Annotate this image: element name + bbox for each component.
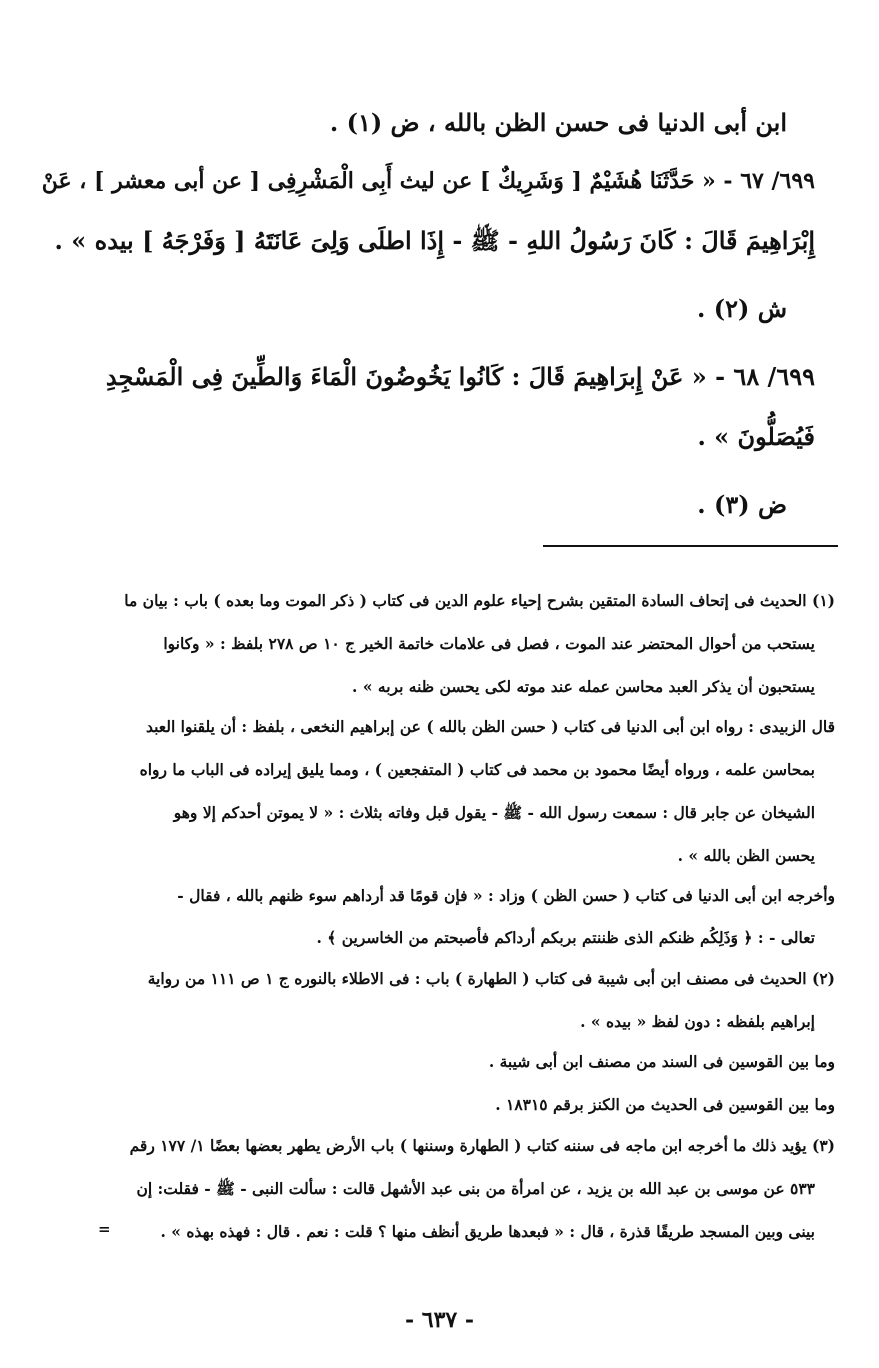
footnote-1-line-1: (١) الحديث فى إتحاف السادة المتقين بشرح إحياء علوم الدين فى كتاب ( ذكر الموت وما بعده ) باب : بيان ما xyxy=(124,591,835,610)
hadith-699-67-line-2: إِبْرَاهِيمَ قَالَ : كَانَ رَسُولُ اللهِ - ﷺ - إِذَا اطلَى وَلِىَ عَانَتَهُ [ وَفَرْجَهُ ] بيده » . xyxy=(54,226,815,255)
footnote-1-line-6: الشيخان عن جابر قال : سمعت رسول الله - ﷺ - يقول قبل وفاته بثلاث : « لا يموتن أحدكم إلا وهو xyxy=(173,803,815,822)
footnote-1-line-4: قال الزبيدى : رواه ابن أبى الدنيا فى كتاب ( حسن الظن بالله ) عن إبراهيم النخعى ، بلفظ : أن يلقنوا العبد xyxy=(145,717,835,736)
footnote-2-line-3: وما بين القوسين فى السند من مصنف ابن أبى شيبة . xyxy=(488,1052,835,1071)
source-ref-dad: ض (٣) . xyxy=(697,490,787,519)
footnote-1-line-2: يستحب من أحوال المحتضر عند الموت ، فصل فى علامات خاتمة الخير ج ١٠ ص ٢٧٨ بلفظ : « وكانوا xyxy=(163,634,815,653)
page-number: - ٦٣٧ - xyxy=(404,1307,475,1333)
footnote-3-line-3: بينى وبين المسجد طريقًا قذرة ، قال : « فبعدها طريق أنظف منها ؟ قلت : نعم . قال : فهذه بهذه » . xyxy=(160,1222,815,1241)
footnote-1-line-5: بمحاسن علمه ، ورواه أيضًا محمود بن محمد فى كتاب ( المتفجعين ) ، ومما يليق إيراده فى الباب ما رواه xyxy=(139,760,815,779)
footnote-2-line-1: (٢) الحديث فى مصنف ابن أبى شيبة فى كتاب ( الطهارة ) باب : فى الاطلاء بالنوره ج ١ ص ١١١ من رواية xyxy=(147,969,835,988)
source-ref-shin: ش (٢) . xyxy=(697,294,787,323)
footnote-1-line-3: يستحبون أن يذكر العبد محاسن عمله عند موته لكى يحسن ظنه بربه » . xyxy=(352,677,815,696)
footnote-1-line-7: يحسن الظن بالله » . xyxy=(677,846,815,865)
main-text-line-1: ابن أبى الدنيا فى حسن الظن بالله ، ض (١) . xyxy=(329,108,787,137)
footnote-1-line-9: تعالى - : ﴿ وَذَلِكُم ظنكم الذى ظننتم بربكم أرداكم فأصبحتم من الخاسرين ﴾ . xyxy=(316,928,815,947)
footnote-3-line-2: ٥٣٣ عن موسى بن عبد الله بن يزيد ، عن امرأة من بنى عبد الأشهل قالت : سألت النبى - ﷺ - فقلت: إن xyxy=(136,1179,815,1198)
footnote-3-line-1: (٣) يؤيد ذلك ما أخرجه ابن ماجه فى سننه كتاب ( الطهارة وسننها ) باب الأرض يطهر بعضها بعضًا ١/ ١٧٧ رقم xyxy=(129,1136,835,1155)
hadith-699-68-line-1: ٦٩٩/ ٦٨ - « عَنْ إِبرَاهِيمَ قَالَ : كَانُوا يَخُوضُونَ الْمَاءَ وَالطِّينَ فِى الْمَسْجِدِ xyxy=(105,362,815,391)
footnote-2-line-2: إبراهيم بلفظه : دون لفظ « بيده » . xyxy=(580,1012,815,1031)
footnote-2-line-4: وما بين القوسين فى الحديث من الكنز برقم ١٨٣١٥ . xyxy=(495,1095,835,1114)
hadith-699-67-line-1: ٦٩٩/ ٦٧ - « حَدَّثَنَا هُشَيْمٌ [ وَشَرِيكٌ ] عن ليث أَبِى الْمَشْرِفِى [ عن أبى معشر ] ، عَنْ xyxy=(41,168,815,194)
footnote-separator xyxy=(543,545,838,547)
continuation-mark: = xyxy=(98,1220,111,1238)
hadith-699-68-line-2: فَيُصَلُّونَ » . xyxy=(697,422,815,451)
footnote-1-line-8: وأخرجه ابن أبى الدنيا فى كتاب ( حسن الظن ) وزاد : « فإن قومًا قد أرداهم سوء ظنهم بالله ، فقال - xyxy=(177,886,835,905)
